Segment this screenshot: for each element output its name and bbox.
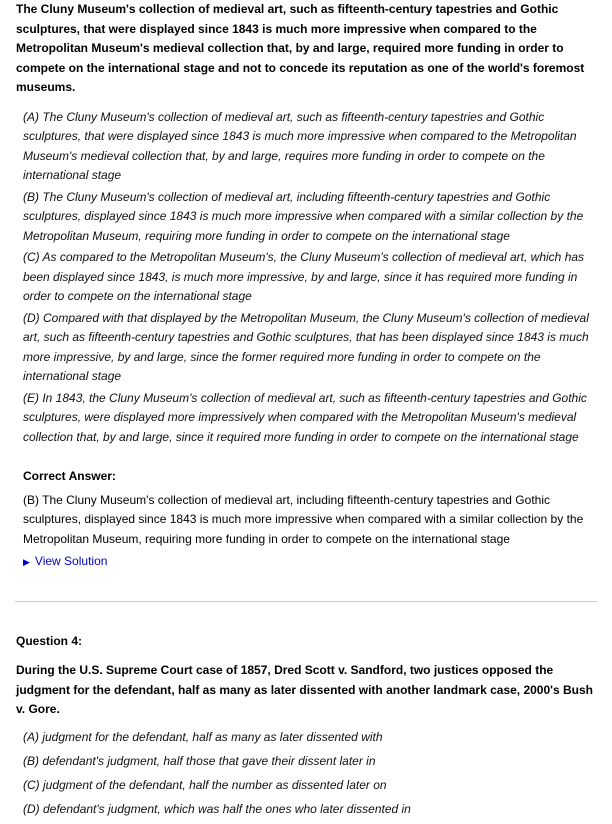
option-c[interactable]: (C) judgment of the defendant, half the number as dissented later on: [23, 777, 387, 792]
option-b[interactable]: (B) The Cluny Museum's collection of medieval art, including fifteenth-century tapestries and Gothic sculptures, displayed since 1843 is much more impressive when compared with a similar collection by the Metropolitan Museum, requiring more funding in order to compete on the international stage: [23, 189, 584, 243]
view-solution-label[interactable]: View Solution: [34, 554, 108, 568]
triangle-right-icon: ▶: [23, 557, 30, 567]
option-e[interactable]: (E) In 1843, the Cluny Museum's collection of medieval art, such as fifteenth-century tapestries and Gothic sculptures, were displayed more impressively when compared with the Metropolitan Museum's medieval collection that, by and large, since it required more funding in order to compete on the international stage: [23, 390, 587, 444]
question-4-stem: During the U.S. Supreme Court case of 1857, Dred Scott v. Sandford, two justices opposed the judgment for the defendant, half as many as later dissented with another landmark case, 2000's Bush v. Gore.: [16, 663, 594, 716]
option-d[interactable]: (D) defendant's judgment, which was half the ones who later dissented in: [23, 801, 411, 816]
option-d[interactable]: (D) Compared with that displayed by the Metropolitan Museum, the Cluny Museum's collection of medieval art, such as fifteenth-century tapestries and Gothic sculptures, that has been displayed since 1843 is much more impressive, by and large, since the former required more funding in order to compete on the international stage: [23, 310, 589, 383]
question-3-stem: The Cluny Museum's collection of medieval art, such as fifteenth-century tapestries and Gothic sculptures, that were displayed since 1843 is much more impressive when compared to the Metropolitan Museum's medieval collection that, by and large, required more funding in order to compete on the international stage and not to concede its reputation as one of the world's foremost museums.: [16, 2, 585, 94]
option-a[interactable]: (A) judgment for the defendant, half as many as later dissented with: [23, 729, 383, 744]
question-4-options: [23, 728, 595, 820]
option-b[interactable]: (B) defendant's judgment, half those that gave their dissent later in: [23, 753, 376, 768]
question-3-options: [23, 108, 595, 448]
option-c[interactable]: (C) As compared to the Metropolitan Museum's, the Cluny Museum's collection of medieval art, which has been displayed since 1843, is much more impressive, by and large, since it has required more funding in order to compete on the international stage: [23, 250, 585, 303]
correct-answer-text: (B) The Cluny Museum's collection of medieval art, including fifteenth-century tapestries and Gothic sculptures, displayed since 1843 is much more impressive when compared with a similar collection by the Metropolitan Museum, requiring more funding in order to compete on the international stage: [23, 492, 584, 546]
question-4-title: Question 4:: [16, 633, 83, 648]
correct-answer-section: [23, 467, 595, 573]
option-a[interactable]: (A) The Cluny Museum's collection of medieval art, such as fifteenth-century tapestries and Gothic sculptures, that were displayed since 1843 is much more impressive when compared to the Metropolitan Museum's medieval collection that, by and large, requires more funding in order to compete on the international stage: [23, 109, 577, 182]
divider: [15, 601, 597, 602]
view-solution-toggle[interactable]: [23, 552, 595, 573]
correct-answer-label: Correct Answer:: [23, 469, 116, 483]
